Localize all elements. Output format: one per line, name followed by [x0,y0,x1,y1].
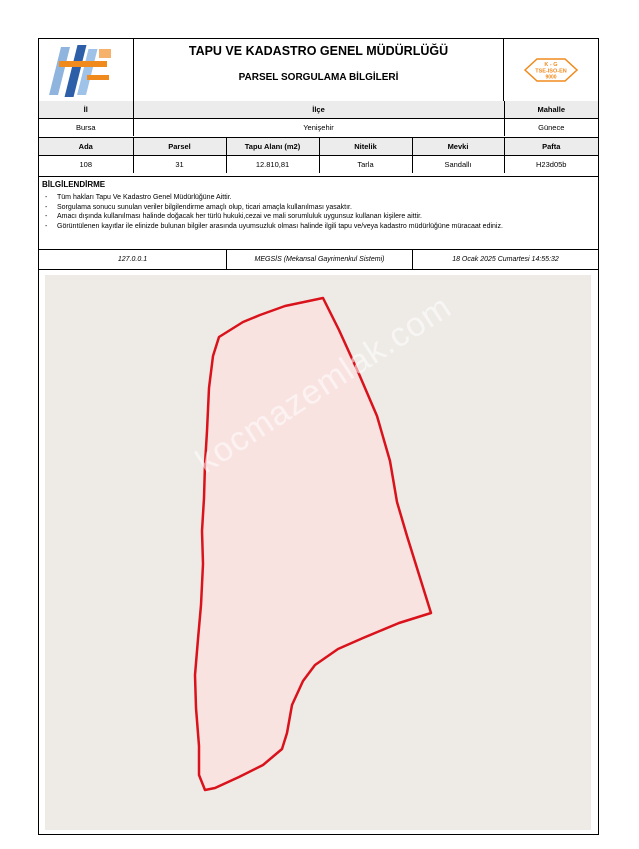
nitelik-label: Nitelik [319,138,412,156]
parsel-label: Parsel [133,138,226,156]
nitelik-value: Tarla [319,156,412,174]
parcel-header-row [39,138,598,156]
mevki-value: Sandallı [412,156,504,174]
info-list [43,193,593,231]
info-item: - Tüm hakları Tapu Ve Kadastro Genel Müdürlüğüne Aittir. [43,193,593,203]
info-title: BİLGİLENDİRME [42,180,106,189]
pafta-label: Pafta [504,138,598,156]
footer-datetime: 18 Ocak 2025 Cumartesi 14:55:32 [452,256,559,263]
mahalle-label: Mahalle [504,101,598,119]
location-header-row [39,101,598,119]
pafta-value: H23d05b [504,156,598,174]
ada-label: Ada [39,138,133,156]
ada-value: 108 [39,156,133,174]
info-item: - Sorgulama sonucu sunulan veriler bilgilendirme amaçlı olup, ticari amaçla kullanılması yasaktır. [43,203,593,213]
document-frame [38,38,599,835]
ilce-value: Yenişehir [133,119,504,137]
tkgm-logo [39,39,134,101]
parcel-shape [45,275,591,830]
info-item: - Görüntülenen kayıtlar ile elinizde bulunan bilgiler arasında uyumsuzluk olması halinde ilgili tapu ve/veya kadastro müdürlüğüne müracaat ediniz. [43,222,593,232]
badge-number: 9000 [545,74,557,81]
il-value: Bursa [39,119,133,137]
ilce-label: İlçe [133,101,504,119]
footer-row [39,250,598,270]
tse-badge [503,39,598,101]
parcel-map[interactable] [45,275,591,830]
footer-system: MEGSİS (Mekansal Gayrimenkul Sistemi) [254,256,385,263]
badge-line: TSE-ISO-EN [535,68,567,75]
location-value-row [39,119,598,137]
alan-value: 12.810,81 [226,156,319,174]
parcel-value-row [39,156,598,174]
page-subtitle: PARSEL SORGULAMA BİLGİLERİ [238,72,399,83]
mevki-label: Mevki [412,138,504,156]
badge-top: K - G [544,62,558,68]
parsel-value: 31 [133,156,226,174]
tse-badge-icon [504,39,598,101]
watermark: kocmazemlak.com [189,287,459,481]
info-item: - Amacı dışında kullanılması halinde doğacak her türlü hukuki,cezai ve mali sorumluluk uygunsuz kullanan kişilere aittir. [43,212,593,222]
tkgm-logo-icon [39,39,133,101]
parcel-table [39,137,598,173]
info-section [39,176,598,250]
alan-label: Tapu Alanı (m2) [226,138,319,156]
document-header [39,39,598,102]
location-table [39,101,598,136]
page-title: TAPU VE KADASTRO GENEL MÜDÜRLÜĞÜ [188,44,449,58]
footer-ip: 127.0.0.1 [117,256,148,263]
il-label: İl [39,101,133,119]
mahalle-value: Günece [504,119,598,137]
